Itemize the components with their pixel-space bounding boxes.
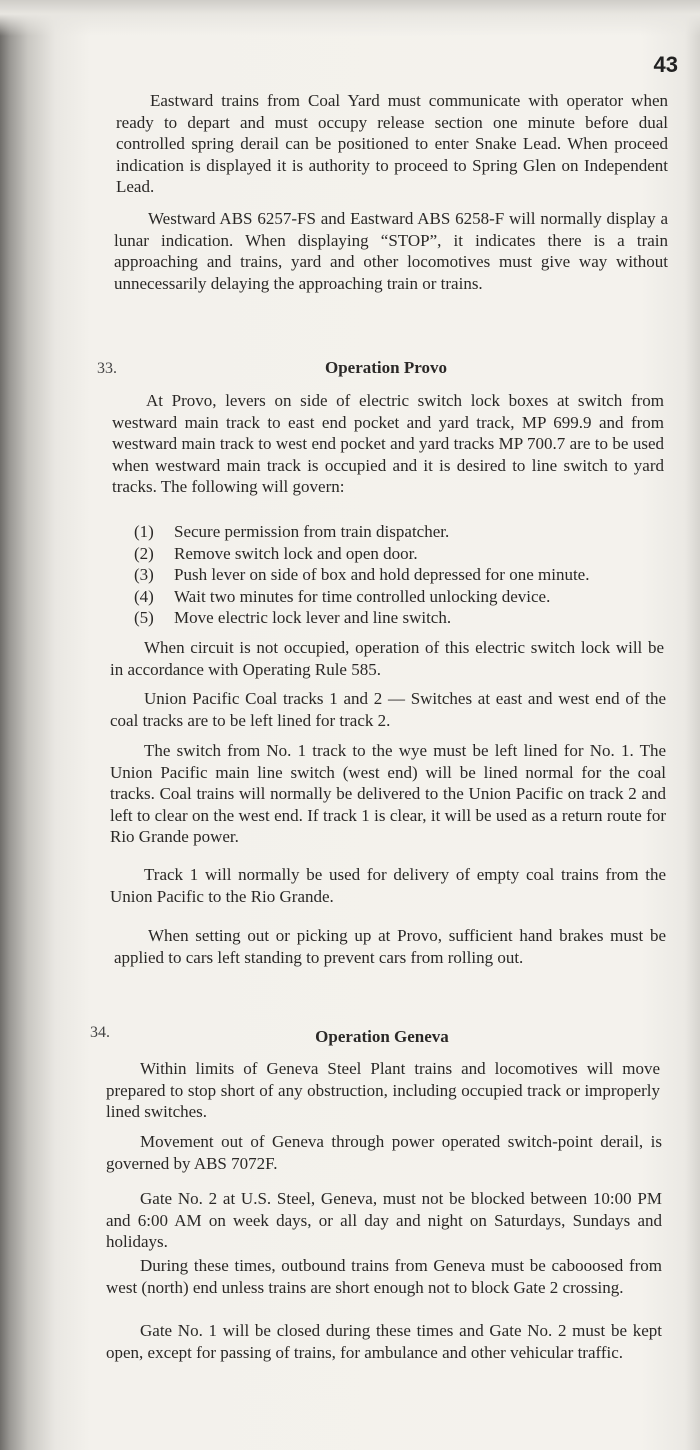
step-text: Wait two minutes for time controlled unlocking device. — [174, 586, 551, 606]
step-text: Secure permission from train dispatcher. — [174, 522, 450, 541]
step-text: Push lever on side of box and hold depressed for one minute. — [174, 565, 590, 584]
step-item — [134, 607, 674, 629]
step-number: (1) — [134, 522, 154, 541]
section-34-paragraph-1: Within limits of Geneva Steel Plant trains and locomotives will move prepared to stop short of any obstruction, including occupied track or improperly lined switches. — [106, 1059, 660, 1121]
section-34-paragraph-2: Movement out of Geneva through power operated switch-point derail, is governed by ABS 7072F. — [106, 1132, 662, 1173]
step-number: (5) — [134, 608, 154, 627]
step-number: (4) — [134, 586, 154, 606]
section-33-paragraph-wye: The switch from No. 1 track to the wye must be left lined for No. 1. The Union Pacific main line switch (west end) will be lined normal for the coal tracks. Coal trains will normally be delivered to the Union Pacific on track 2 and left to clear on the west end. If track 1 is clear, it will be used as a return route for Rio Grande power. — [110, 741, 666, 846]
section-34-title: Operation Geneva — [315, 1027, 449, 1046]
section-33-paragraph-coal-tracks: Union Pacific Coal tracks 1 and 2 — Switches at east and west end of the coal tracks are to be left lined for track 2. — [110, 689, 666, 730]
section-33-paragraph-track-1: Track 1 will normally be used for delivery of empty coal trains from the Union Pacific to the Rio Grande. — [110, 865, 666, 906]
step-item — [134, 586, 674, 608]
section-33-number: 33. — [97, 360, 117, 377]
step-text: Remove switch lock and open door. — [174, 543, 418, 563]
page-top-shadow — [0, 0, 700, 36]
intro-paragraph-2: Westward ABS 6257-FS and Eastward ABS 6258-F will normally display a lunar indication. When displaying “STOP”, it indicates there is a train approaching and trains, yard and other locomotives must give way without unnecessarily delaying the approaching train or trains. — [114, 209, 668, 293]
page-number: 43 — [653, 52, 678, 77]
intro-paragraph-1: Eastward trains from Coal Yard must communicate with operator when ready to depart and must occupy release section one minute before dual controlled spring derail can be positioned to enter Snake Lead. When proceed indication is displayed it is authority to proceed to Spring Glen on Independent Lead. — [116, 91, 668, 196]
step-text: Move electric lock lever and line switch. — [174, 608, 452, 627]
step-number: (3) — [134, 565, 154, 584]
section-34-paragraph-3: Gate No. 2 at U.S. Steel, Geneva, must not be blocked between 10:00 PM and 6:00 AM on week days, or all day and night on Saturdays, Sundays and holidays. — [106, 1189, 662, 1251]
step-item — [134, 521, 674, 543]
section-33-paragraph-hand-brakes: When setting out or picking up at Provo, sufficient hand brakes must be applied to cars left standing to prevent cars from rolling out. — [114, 926, 666, 967]
section-34-number: 34. — [90, 1024, 110, 1041]
section-34-paragraph-4: During these times, outbound trains from Geneva must be cabooosed from west (north) end unless trains are short enough not to block Gate 2 crossing. — [106, 1256, 662, 1297]
step-number: (2) — [134, 543, 154, 563]
section-33-steps — [134, 521, 674, 629]
section-33-paragraph-1: At Provo, levers on side of electric switch lock boxes at switch from westward main track to east end pocket and yard track, MP 699.9 and from westward main track to west end pocket and yard tracks MP 700.7 are to be used when westward main track is occupied and it is desired to line switch to yard tracks. The following will govern: — [112, 391, 664, 496]
step-item — [134, 564, 674, 586]
section-34-paragraph-5: Gate No. 1 will be closed during these times and Gate No. 2 must be kept open, except for passing of trains, for ambulance and other vehicular traffic. — [106, 1321, 662, 1362]
step-item — [134, 543, 674, 565]
section-33-paragraph-circuit: When circuit is not occupied, operation of this electric switch lock will be in accordance with Operating Rule 585. — [110, 638, 664, 679]
section-33-title: Operation Provo — [325, 358, 447, 377]
